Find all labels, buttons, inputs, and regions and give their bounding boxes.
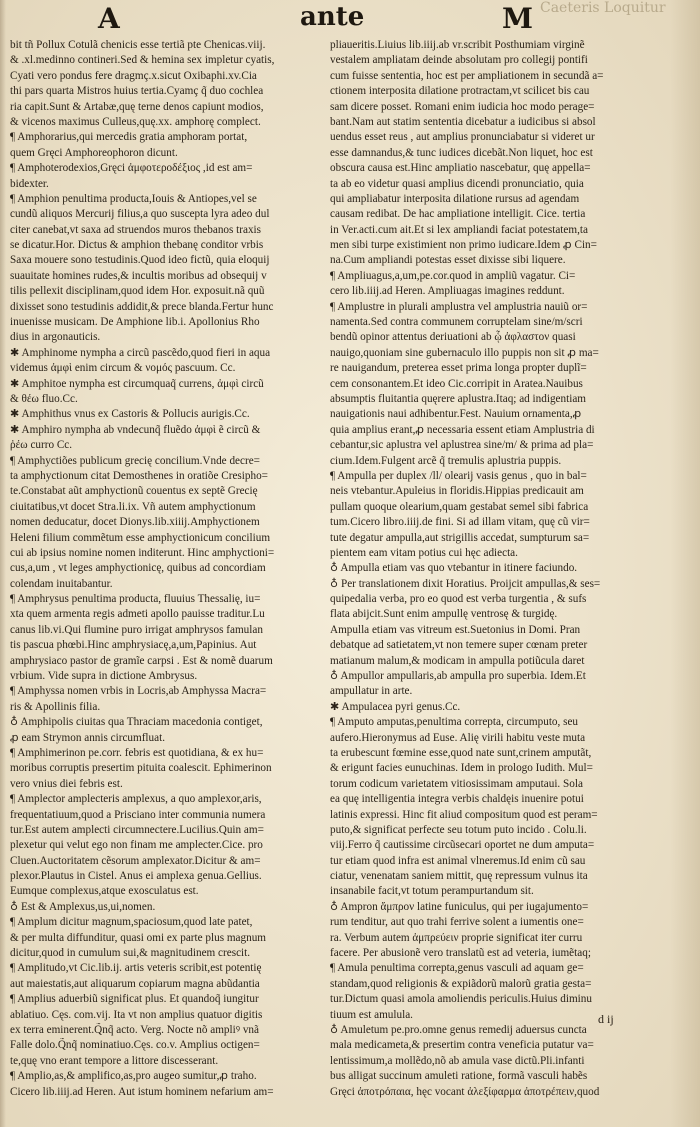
text-line: cero lib.iiij.ad Heren. Ampliuagas imagines reddunt. [330, 285, 565, 298]
header-catchword: ante [300, 2, 365, 32]
text-line: obscura causa est.Hinc ampliatio nascebatur, quę appella= [330, 162, 591, 175]
text-line: ta ab eo videtur quasi amplius dicendi pronunciatio, quia [330, 177, 584, 190]
text-line: quipedalia verba, pro eo quod est verba turgentia , & sufs [330, 593, 587, 606]
text-line: ♁ Amuletum pe.pro.omne genus remedij aduersus cuncta [330, 1024, 587, 1036]
text-line: absumptis fluitantia quęrere aplustra.Itaq; ad indigentiam [330, 392, 586, 405]
signature-mark: d ij [598, 1012, 614, 1026]
text-line: aut maiestatis,aut aliquarum copiarum magna abũdantia [10, 977, 260, 990]
text-line: ¶ Amphorarius,qui mercedis gratia amphoram portat, [10, 131, 248, 144]
text-line: ¶ Amphoterodexios,Gręci ἀμφοτεροδέξιος ,id est am= [10, 162, 253, 175]
text-line: tur.Est autem amplecti circumnectere.Lucilius.Quin am= [10, 823, 264, 836]
text-line: ¶ Amphyctiões publicum grecię concilium.Vnde decre= [10, 454, 260, 467]
text-line: citer canebat,vt saxa ad struendos muros thebanos traxis [10, 223, 262, 236]
text-line: cem consonantem.Et ideo Cic.corripit in Aratea.Nauibus [330, 377, 583, 390]
text-line: ¶ Amula penultima correpta,genus vasculi ad aquam ge= [330, 962, 584, 975]
text-line: Gręci ἀποτρόπαια, hęc vocant ἀλεξίφαρμα ἀποτρέπειν,quod [330, 1085, 600, 1098]
text-line: cium.Idem.Fulgent arcẽ q̃ tremulis aplustria puppis. [330, 454, 562, 467]
text-line: ciatur, venenatam saniem mittit, quę repressum vulnus ita [330, 870, 588, 883]
text-line: ✱ Amphithus vnus ex Castoris & Pollucis aurigis.Cc. [10, 408, 250, 421]
text-line: ¶ Amplector amplecteris amplexus, a quo amplexor,aris, [10, 793, 262, 806]
text-line: canus lib.vi.Qui flumine puro irrigat amphrysos famulan [10, 623, 263, 636]
text-line: qui ampliabatur interposita dilatione rursus ad agendam [330, 192, 580, 205]
text-line: aufero.Hieronymus ad Euse. Alię virili habitu veste muta [330, 731, 586, 744]
text-line: latinis expressi. Hinc fit aliud compositum quod est peram= [330, 808, 598, 821]
text-line: ris & Apollinis filia. [10, 700, 101, 713]
text-line: cum fuisse sententia, hoc est per ampliationem in secundã a= [330, 69, 604, 82]
text-line: Cluen.Auctoritatem cẽsorum amplexator.Dicitur & am= [10, 854, 261, 867]
text-line: pientem eam vitam potius cui hęc adiecta. [330, 546, 518, 559]
text-line: dicitur,quod in cumulum sui,& magnitudinem crescit. [10, 947, 251, 960]
text-line: nauigo,quoniam sine gubernaculo illo puppis non sit ꝓ ma= [330, 346, 599, 359]
text-line: Cicero lib.iiij.ad Heren. Aut istum hominem nefarium am= [10, 1085, 274, 1098]
text-line: tum.Cicero libro.iiij.de fini. Si ad illam vitam, quę cũ vir= [330, 516, 590, 529]
text-line: tilis pellexit disciplinam,quod idem Hor. exposuit.nã quũ [10, 285, 265, 298]
bleed-through-text: Caeteris Loquitur [540, 0, 666, 16]
text-line: viij.Ferro q̃ cautissime circũsecari oportet ne dum amputa= [330, 839, 595, 852]
text-line: cui ab ipsius nomine nomen inditerunt. Hinc amphyctioni= [10, 546, 275, 559]
text-line: ῥέω curro Cc. [10, 439, 73, 452]
text-line: ¶ Ampliuagus,a,um,pe.cor.quod in ampliũ vagatur. Ci= [330, 269, 576, 282]
text-line: namenta.Sed contra communem corruptelam sine/m/scri [330, 316, 583, 329]
text-line: moribus corruptis presertim pituita coalescit. Ephimerinon [10, 762, 272, 775]
text-line: ¶ Amphion penultima producta,Iouis & Antiopes,vel se [10, 192, 257, 205]
text-line: ¶ Amplitudo,vt Cic.lib.ij. artis veteris scribit,est potentię [10, 962, 262, 975]
text-line: tur.Dictum quasi amola amoliendis periculis.Huius diminu [330, 993, 592, 1006]
text-line: tute degatur ampulla,aut strigillis accedat, sumpturum sa= [330, 531, 590, 544]
header-left-letter: A [98, 2, 120, 35]
text-line: vrbium. Vide supra in dictione Ambrysus. [10, 670, 198, 683]
text-line: vero vnius diei febris est. [10, 777, 123, 790]
text-line: ex terra eminerent.Q̃nq̃ acto. Verg. Nocte nõ ampliꝰ vnã [10, 1024, 259, 1036]
text-line: causam redibat. De hac ampliatione intelligit. Cice. tertia [330, 208, 586, 221]
text-line: men sibi turpe existimient non primo iudicare.Idem ꝓ Cin= [330, 239, 597, 252]
text-line: neis vtebantur.Apuleius in floridis.Hippias predicauit am [330, 485, 584, 498]
text-line: nomen deducatur, docet Dionys.lib.xiiij.Amphyctionem [10, 516, 260, 529]
text-line: bendũ opinor attentus deriuationi ab ᾧ ἀφλαστον quasi [330, 331, 576, 344]
text-line: ablatiuo. Cęs. com.vij. Ita vt non amplius quatuor digitis [10, 1008, 263, 1021]
text-line: bant.Nam aut statim sententia dicebatur a iudicibus si absol [330, 115, 596, 128]
text-line: re nauigandum, preterea esset prima longa propter duplĩ= [330, 362, 587, 375]
text-line: se dicatur.Hor. Dictus & amphion thebanę conditor vrbis [10, 239, 264, 252]
text-line: ¶ Amplustre in plurali amplustra vel amplustria nauiũ or= [330, 300, 588, 313]
text-line: tur etiam quod infra est animal vlneremus.Id enim cũ sau [330, 854, 586, 867]
text-line: vestalem ampliatam deinde absolutam pro collegij pontifi [330, 54, 588, 67]
header-right-letter: M [502, 2, 533, 35]
text-line: ¶ Ampulla per duplex /ll/ olearij vasis genus , quo in bal= [330, 469, 587, 482]
text-line: Saxa mouere sono testudinis.Quod ideo fictũ, quia eloquij [10, 254, 270, 267]
text-line: tiuum est amulula. [330, 1008, 413, 1021]
text-line: Eumque complexus,atque exosculatus est. [10, 885, 199, 898]
text-line: ♁ Ampron ἄμπρον latine funiculus, qui per iugajumento= [330, 900, 589, 913]
text-line: Falle dolo.Q̃nq̃ nominatiuo.Cęs. co.v. Amplius octigen= [10, 1039, 260, 1052]
text-line: ¶ Amplio,as,& amplifico,as,pro augeo sumitur,ꝓ traho. [10, 1070, 257, 1083]
text-line: ¶ Amputo amputas,penultima correpta, circumputo, seu [330, 716, 579, 729]
text-line: quia amplius erant,ꝓ necessaria essent etiam Amplustria di [330, 423, 595, 436]
text-line: te.Constabat aũt amphyctionũ couentus ex septẽ Grecię [10, 485, 258, 498]
text-line: Cyati vero pondus fere dragmç.x.sicut Oxibaphi.xv.Cia [10, 69, 257, 82]
text-line: mala medicameta,& presertim contra veneficia putatur va= [330, 1039, 594, 1052]
text-line: ♁ Amphipolis ciuitas qua Thraciam macedonia contiget, [10, 716, 263, 729]
text-line: te,quę vno erant tempore a littore discesserant. [10, 1054, 219, 1067]
text-line: & erigunt facies eunuchinas. Idem in prologo Iudith. Mul= [330, 762, 593, 775]
text-line: ✱ Amphinome nympha a circũ pascẽdo,quod fieri in aqua [10, 346, 271, 359]
text-line: inuenisse musicam. De Amphione lib.i. Apollonius Rho [10, 316, 260, 329]
text-line: plexor.Plautus in Cistel. Anus ei amplexa genua.Gellius. [10, 870, 262, 883]
text-line: amphrysiaco pastor de gramĩe carpsi . Est & nomẽ duarum [10, 654, 273, 667]
text-line: bidexter. [10, 177, 49, 190]
text-line: ampullatur in arte. [330, 685, 413, 698]
text-line: cundũ aliquos Mercurij filius,a quo suscepta lyra adeo dul [10, 208, 270, 221]
text-line: ♁ Per translationem dixit Horatius. Proijcit ampullas,& ses= [330, 577, 601, 590]
text-line: colendam inuitabantur. [10, 577, 113, 590]
page-gutter-shadow [0, 0, 6, 1127]
text-line: bit tñ Pollux Cotulã chenicis esse tertiã pte Chenicas.viij. [10, 39, 266, 51]
text-line: ciuitatibus,vt docet Stra.li.ix. Vñ autem amphyctionum [10, 500, 256, 513]
text-line: & θέω fluo.Cc. [10, 392, 78, 405]
text-line: ¶ Amphimerinon pe.corr. febris est quotidiana, & ex hu= [10, 746, 264, 759]
text-line: matianum malum,& modicam in ampulla potiũcula daret [330, 654, 585, 667]
text-line: tis pascua phœbi.Hinc amphrysiacę,a,um,Papinius. Aut [10, 639, 257, 652]
text-line: sam dicere posset. Romani enim iudicia hoc modo perage= [330, 100, 595, 113]
text-line: frequentatiuum,quod a Prisciano inter communia numera [10, 808, 266, 821]
text-line: cus,a,um , vt leges amphyctionicę, quibus ad concordiam [10, 562, 266, 575]
text-line: ctionem interposita dilatione protractam,vt scilicet bis cau [330, 85, 590, 98]
text-line: ♁ Ampulla etiam vas quo vtebantur in itinere faciundo. [330, 562, 578, 575]
text-line: debatque ad satietatem,vt non temere super cœnam preter [330, 639, 588, 652]
text-line: ria capit.Sunt & Artabæ,quę terne denos capiunt modios, [10, 100, 264, 113]
text-line: ta erubescunt fœmine esse,quod nate sunt,crinem amputãt, [330, 746, 592, 759]
text-line: flata abijcit.Sunt enim ampullę ventrosę & turgidę. [330, 608, 558, 621]
text-line: puto,& significat perfecte seu totum puto incido . Colu.li. [330, 823, 587, 836]
text-line: facere. Per abusionẽ vero translatũ est ad veteria, iumẽtaq; [330, 947, 591, 960]
text-line: uendus esset reus , aut amplius pronunciabatur si videret ur [330, 131, 595, 144]
text-line: ¶ Amphyssa nomen vrbis in Locris,ab Amphyssa Macra= [10, 685, 267, 698]
page-edge-shade [670, 0, 700, 1127]
text-line: rum tenditur, aut quo trahi ferrive solent a iumentis one= [330, 916, 584, 929]
text-line: pliaueritis.Liuius lib.iiij.ab vr.scribit Posthumiam virginẽ [330, 39, 585, 51]
right-text-column [330, 38, 652, 1100]
text-line: ꝓ eam Strymon annis circumfluat. [10, 731, 165, 744]
text-line: insanabile facit,vt totum perampurtandum sit. [330, 885, 534, 898]
text-line: ♁ Ampullor ampullaris,ab ampulla pro superbia. Idem.Et [330, 670, 586, 683]
text-line: Ampulla etiam vas vitreum est.Suetonius in Domi. Pran [330, 623, 581, 636]
text-line: nauigationis naui adhibentur.Fest. Nauium ornamenta,ꝓ [330, 408, 582, 421]
text-line: ♁ Est & Amplexus,us,ui,nomen. [10, 900, 156, 913]
text-line: suauitate homines rudes,& incultis moribus ad obsequij v [10, 269, 267, 282]
text-line: videmus ἀμφὶ enim circum & νομός pascuum. Cc. [10, 362, 236, 375]
text-line: & per multa diffunditur, quasi omi ex parte plus magnum [10, 931, 266, 944]
text-line: dius in argonauticis. [10, 331, 101, 344]
text-line: esse damnandus,& tunc iudices dicebãt.Non liquet, hoc est [330, 146, 593, 159]
text-line: lentissimum,a mollẽdo,nõ ab amula vase dictũ.Pli.infanti [330, 1054, 585, 1067]
text-line: na.Cum ampliandi potestas esset dixisse sibi liquere. [330, 254, 566, 267]
text-line: bus alligat succinum amuleti ratione, formã vasculi habẽs [330, 1070, 588, 1083]
text-line: ¶ Amphrysus penultima producta, fluuius Thessalię, iu= [10, 593, 261, 606]
running-header [0, 0, 700, 40]
text-line: in Ver.acti.cum ait.Et si lex ampliandi faciat potestatem,ta [330, 223, 588, 236]
left-text-column [10, 38, 328, 1100]
text-line: torum codicum varietatem vitiosissimam amputaui. Sola [330, 777, 583, 790]
text-line: dixisset sono testudinis addidit,& prece blanda.Fertur hunc [10, 300, 274, 313]
text-line: quem Gręci Amphoreophoron dicunt. [10, 146, 178, 159]
text-line: ✱ Ampulacea pyri genus.Cc. [330, 700, 461, 713]
text-line: & vicenos maximus Culleus,quę.xx. amphorę complect. [10, 115, 261, 128]
text-line: ✱ Amphiro nympha ab vndecunq̃ fluẽdo ἀμφὶ ẽ circũ & [10, 423, 261, 436]
text-line: standam,quod religionis & expiãdorũ malorũ gratia gesta= [330, 977, 592, 990]
text-line: plexetur qui velut ego non finam me amplecter.Cice. pro [10, 839, 263, 852]
text-line: ta amphyctionum citat Demosthenes in oratiõe Cresipho= [10, 469, 268, 482]
text-line: ra. Verbum autem ἀμπρεύειν proprie significat iter curru [330, 931, 583, 944]
text-line: & .xl.medinno contineri.Sed & hemina sex impletur cyatis, [10, 54, 275, 67]
text-line: cebantur,sic aplustra vel aplustrea sine/m/ & prima ad pla= [330, 439, 594, 452]
text-line: Heleni filium commẽtum esse amphyctionicum concilium [10, 531, 271, 544]
text-line: ✱ Amphitoe nympha est circumquaq̃ currens, ἀμφὶ circũ [10, 377, 264, 390]
text-line: ¶ Amplius aduerbiũ significat plus. Et quandoq̃ iungitur [10, 993, 259, 1006]
text-line: thi pars quarta Mistros huius tertia.Cyamç q̃ duo cochlea [10, 85, 264, 98]
text-line: ¶ Amplum dicitur magnum,spaciosum,quod late patet, [10, 916, 253, 929]
text-line: xta quem armenta regis admeti apollo pauisse traditur.Lu [10, 608, 265, 621]
text-line: ea quę intelligentia integra verbis chaldęis inuenire potui [330, 793, 584, 806]
text-line: pullam quoque olearium,quam gestabat semel sibi fabrica [330, 500, 589, 513]
